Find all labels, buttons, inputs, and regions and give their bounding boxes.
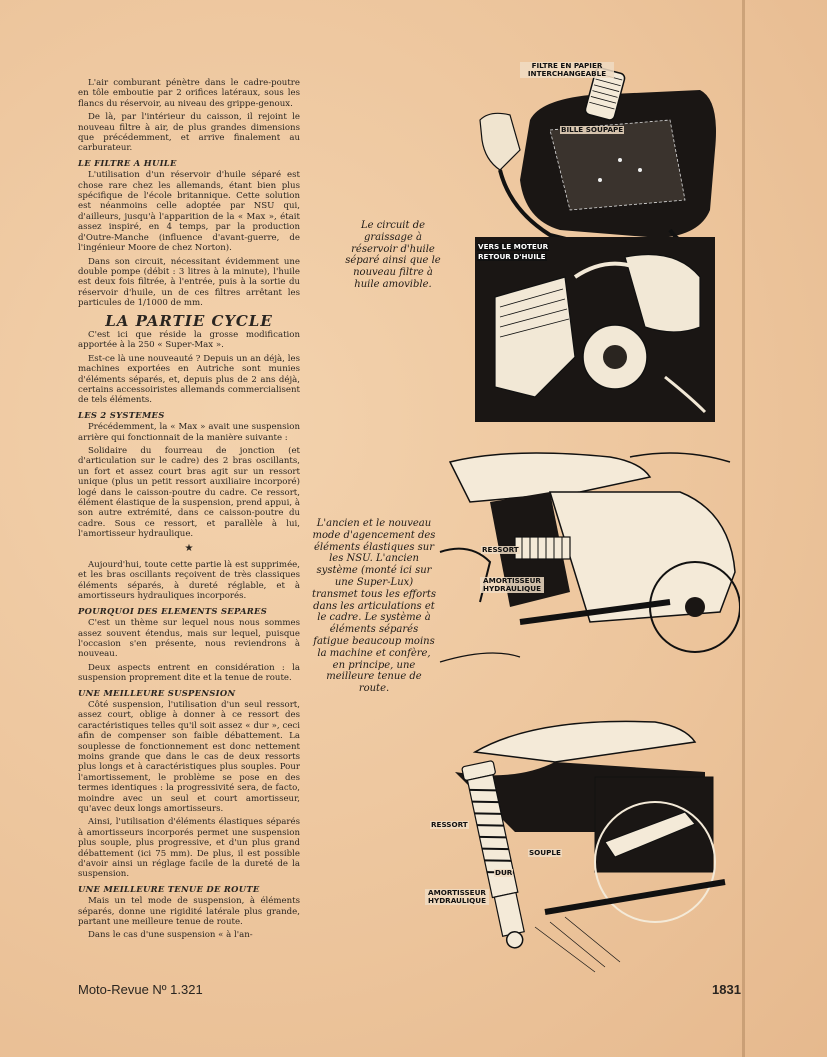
paragraph: Dans le cas d'une suspension « à l'an- [88,930,253,941]
paragraph: C'est ici que réside la grosse modification apportée à la 250 « Super-Max ». [78,329,300,351]
paragraph: L'air comburant pénètre dans le cadre-poutre en tôle emboutie par 2 orifices latéraux, sous les flancs du réservoir, au niveau des grippe-genoux. [78,78,300,109]
label-amortisseur-old: AMORTISSEUR HYDRAULIQUE [480,577,544,593]
label-vers-moteur: VERS LE MOTEUR [478,242,549,251]
paragraph: Précédemment, la « Max » avait une suspension arrière qui fonctionnait de la manière suivante : [78,422,300,443]
label-dur: DUR [495,868,513,877]
paragraph: Dans son circuit, nécessitant évidemment une double pompe (débit : 3 litres à la minute), l'huile est deux fois filtrée, à l'entrée, puis à la sortie du réservoir d'huile, un de ces filtres arrêtant les particules de 1/1000 de mm. [78,256,300,309]
magazine-footer: Moto-Revue Nº 1.321 [78,982,203,997]
paragraph: Ainsi, l'utilisation d'éléments élastiques séparés à amortisseurs incorporés permet une suspension plus souple, plus progressive, et d'un plus grand débattement (ici 75 mm). De plus, il est possible d'avoir ainsi un réglage facile de la dureté de la suspension. [78,817,300,880]
page-number: 1831 [712,982,741,997]
paragraph: Solidaire du fourreau de jonction (et d'articulation sur le cadre) des 2 bras oscillants, un fort et assez court bras agit sur un ressort unique (plus un petit ressort auxiliaire incorporé) logé dans le caisson-poutre du cadre. Ce ressort, élément élastique de la suspension, prend appui, à son autre extrémité, dans ce caisson-poutre du cadre. Sous ce ressort, et parallèle à lui, l'amortisseur hydraulique. [78,446,300,540]
paragraph: C'est un thème sur lequel nous nous sommes assez souvent étendus, mais sur lequel, puisque l'occasion s'en présente, nous reviendrons à nouveau. [78,618,300,660]
section-heading: LA PARTIE CYCLE [105,311,273,330]
subheading-tenue: UNE MEILLEURE TENUE DE ROUTE [78,883,260,894]
paragraph: Est-ce là une nouveauté ? Depuis un an déjà, les machines exportées en Autriche sont munies d'éléments séparés, et, depuis plus de 2 ans déjà, certains accessoiristes allemands commercialisent de tels éléments. [78,353,300,406]
subheading-filtre: LE FILTRE A HUILE [78,157,177,168]
paragraph: Mais un tel mode de suspension, à éléments séparés, donne une rigidité latérale plus grande, partant une meilleure tenue de route. [78,896,300,928]
paragraph: Côté suspension, l'utilisation d'un seul ressort, assez court, oblige à donner à ce ressort des caractéristiques telles qu'il soit assez « dur », ceci afin de compenser son faible débattement. La souplesse de fonctionnement est donc nettement moins grande que dans le cas de deux ressorts plus longs et à caractéristiques plus souples. Pour l'amortissement, le problème se pose en des termes identiques : la progressivité sera, de facto, moindre avec un seul et court amortisseur, qu'avec deux longs amortisseurs. [78,699,300,814]
subheading-suspension: UNE MEILLEURE SUSPENSION [78,687,236,698]
new-suspension-illustration [455,712,740,977]
paragraph: Deux aspects entrent en considération : la suspension proprement dite et la tenue de route. [78,662,300,684]
star-separator: ★ [184,542,194,554]
subheading-pourquoi: POURQUOI DES ELEMENTS SEPARES [78,605,268,616]
paragraph: De là, par l'intérieur du caisson, il rejoint le nouveau filtre à air, de plus grandes dimensions que précédemment, et arrive finalement au carburateur. [78,112,300,154]
subheading-systemes: LES 2 SYSTEMES [78,409,165,420]
label-ressort-new: RESSORT [431,820,468,829]
article-column [78,78,300,944]
caption-oil-circuit: Le circuit de graissage à réservoir d'huile séparé ainsi que le nouveau filtre à huile amovible. [345,220,441,290]
label-bille-soupape: BILLE SOUPAPE [561,125,624,134]
label-retour-huile: RETOUR D'HUILE [478,252,546,261]
paragraph: Aujourd'hui, toute cette partie là est supprimée, et les bras oscillants reçoivent de très classiques éléments séparés, à dureté réglable, et à amortisseurs hydrauliques incorporés. [78,560,300,602]
old-suspension-illustration [430,432,740,677]
oil-tank-illustration [470,60,740,250]
label-ressort-old: RESSORT [482,545,519,554]
label-amortisseur-new: AMORTISSEUR HYDRAULIQUE [425,889,489,905]
page-fold [742,0,745,1057]
paragraph: L'utilisation d'un réservoir d'huile séparé est chose rare chez les allemands, étant bien plus spécifique de l'école britannique. Cette solution est néanmoins celle adoptée par NSU qui, d'ailleurs, jusqu'à l'apparition de la « Max », était assez inspiré, en 4 temps, par la production d'Outre-Manche (influence d'avant-guerre, de l'ingénieur Moore de chez Norton). [78,170,300,254]
label-filtre-papier: FILTRE EN PAPIER INTERCHANGEABLE [520,62,614,78]
caption-suspension: L'ancien et le nouveau mode d'agencement des éléments élastiques sur les NSU. L'ancien système (monté ici sur une Super-Lux) transmet tous les efforts dans les articulations et le cadre. Le système à éléments séparés fatigue beaucoup moins la machine et confère, en principe, une meilleure tenue de route. [311,518,437,695]
engine-illustration [475,237,715,422]
label-souple: SOUPLE [529,848,561,857]
